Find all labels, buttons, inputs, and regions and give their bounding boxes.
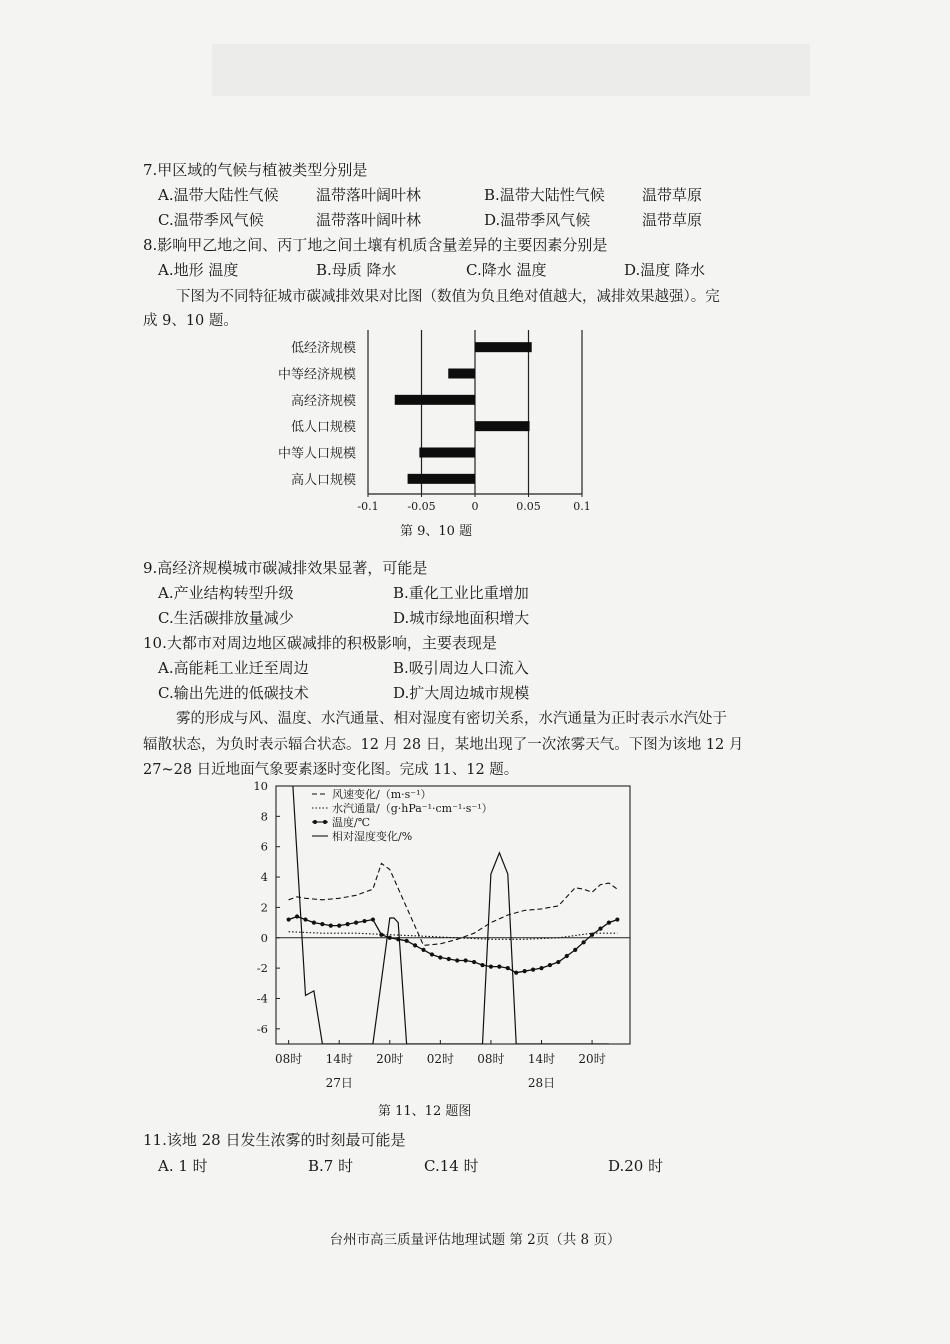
chart2-series-2-point-18 [438,955,442,959]
chart1-bar-1 [448,369,475,379]
q7-option-d: D.温带季风气候 [484,211,591,229]
chart1-bar-5 [408,474,475,484]
chart2-ytick-label-5: 0 [260,930,268,945]
chart2-xtick-label-4: 08时 [477,1052,505,1066]
chart2-xtick-label-1: 14时 [325,1052,353,1066]
chart2-series-2-point-35 [582,940,586,944]
chart2-date-label-0: 27日 [325,1076,353,1090]
intro-11-12-line3: 27~28 日近地面气象要素逐时变化图。完成 11、12 题。 [143,762,519,778]
chart2-xtick-label-6: 20时 [578,1052,606,1066]
chart2-series-2-point-23 [480,963,484,967]
intro-11-12-line2: 辐散状态，为负时表示辐合状态。12 月 28 日，某地出现了一次浓雾天气。下图为该地 12 月 [143,737,744,753]
q11-option-d: D.20 时 [608,1157,664,1175]
chart2-series-2-point-30 [539,966,543,970]
chart2-series-2-point-37 [598,927,602,931]
question-8-stem: 8.影响甲乙地之间、丙丁地之间土壤有机质含量差异的主要因素分别是 [143,236,608,254]
chart2-series-2-point-28 [523,969,527,973]
chart2-series-2-point-10 [371,917,375,921]
chart2-series-2-point-4 [320,922,324,926]
chart1-xtick-label-1: -0.05 [407,500,436,513]
chart2-series-2-point-7 [346,922,350,926]
q9-option-d: D.城市绿地面积增大 [393,609,530,627]
chart2-series-2-point-25 [497,965,501,969]
chart2-series-2-point-6 [337,924,341,928]
chart2-ytick-label-3: 4 [260,870,268,885]
question-10-stem: 10.大都市对周边地区碳减排的积极影响，主要表现是 [143,634,497,652]
intro-9-10-line2: 成 9、10 题。 [143,313,238,329]
chart2-series-2-point-34 [573,948,577,952]
chart2-series-2-point-32 [556,960,560,964]
chart2-series-2-point-5 [329,924,333,928]
chart2-ytick-label-4: 2 [260,900,268,915]
chart2-legend-label-1: 水汽通量/（g·hPa⁻¹·cm⁻¹·s⁻¹） [332,802,493,815]
chart1-category-label-0: 低经济规模 [290,341,356,357]
chart1-bar-3 [475,421,530,431]
chart2-series-2-point-9 [362,919,366,923]
chart2-ytick-label-7: -4 [256,991,268,1006]
q8-option-c: C.降水 温度 [466,261,547,279]
chart1-category-label-3: 低人口规模 [290,420,356,436]
page-footer: 台州市高三质量评估地理试题 第 2页（共 8 页） [329,1232,621,1248]
q8-option-a: A.地形 温度 [158,261,239,279]
intro-9-10-line1: 下图为不同特征城市碳减排效果对比图（数值为负且绝对值越大，减排效果越强）。完 [176,289,720,305]
chart2-legend-marker-2-a [313,820,317,824]
chart2-series-2-point-8 [354,920,358,924]
q10-option-d: D.扩大周边城市规模 [393,684,530,702]
chart2-series-2-point-27 [514,971,518,975]
chart2-series-2-point-21 [464,958,468,962]
chart2-series-2-point-16 [421,948,425,952]
chart1-category-label-1: 中等经济规模 [277,367,356,383]
chart2-series-2-point-24 [489,965,493,969]
chart2-series-2-point-14 [405,939,409,943]
chart1-xtick-label-4: 0.1 [573,500,591,513]
question-7-stem: 7.甲区域的气候与植被类型分别是 [143,161,368,179]
q7-option-c-veg: 温带落叶阔叶林 [316,211,422,229]
q10-option-a: A.高能耗工业迁至周边 [158,659,309,677]
chart2-xtick-label-3: 02时 [426,1052,454,1066]
q10-option-c: C.输出先进的低碳技术 [158,684,309,702]
q7-option-d-veg: 温带草原 [642,211,703,229]
chart2-series-2-point-19 [447,957,451,961]
q7-option-a: A.温带大陆性气候 [158,186,279,204]
chart1-bar-4 [419,448,475,458]
q9-option-b: B.重化工业比重增加 [393,584,529,602]
chart2-series-2-point-22 [472,960,476,964]
chart2-ytick-label-6: -2 [256,961,268,976]
chart1-xtick-label-2: 0 [471,500,479,513]
chart2-legend-label-0: 风速变化/（m·s⁻¹） [332,788,432,801]
chart2-xtick-label-5: 14时 [527,1052,556,1066]
question-9-stem: 9.高经济规模城市碳减排效果显著，可能是 [143,559,428,577]
q7-option-a-veg: 温带落叶阔叶林 [316,186,422,204]
chart2-xtick-label-0: 08时 [275,1052,303,1066]
chart1-xtick-label-0: -0.1 [357,500,379,513]
chart2-series-2-point-11 [379,933,383,937]
chart1-category-label-2: 高经济规模 [290,393,356,409]
chart2-series-2-point-26 [506,966,510,970]
chart2-series-2-point-12 [388,936,392,940]
chart2-series-2-point-3 [312,920,316,924]
q8-option-b: B.母质 降水 [316,261,397,279]
chart2-series-2-point-20 [455,958,459,962]
q7-option-b-veg: 温带草原 [642,186,703,204]
chart2-legend-label-2: 温度/℃ [332,816,371,829]
intro-11-12-line1: 雾的形成与风、温度、水汽通量、相对湿度有密切关系，水汽通量为正时表示水汽处于 [176,711,727,727]
chart2-ytick-label-8: -6 [256,1021,268,1036]
header-band [212,44,810,96]
chart2-ytick-label-1: 8 [260,809,268,824]
chart1-caption: 第 9、10 题 [400,524,473,539]
chart2-legend-marker-2-b [323,820,327,824]
chart1-category-label-5: 高人口规模 [290,472,356,488]
q7-option-c: C.温带季风气候 [158,211,264,229]
chart2-ytick-label-2: 6 [260,839,268,854]
chart1-bar-2 [395,395,475,405]
chart1-category-label-4: 中等人口规模 [277,446,356,462]
q9-option-a: A.产业结构转型升级 [158,584,294,602]
chart1-bar-0 [475,342,532,352]
chart2-caption: 第 11、12 题图 [378,1104,472,1119]
chart2-series-2-point-38 [607,920,611,924]
chart2-legend-label-3: 相对湿度变化/% [332,830,413,843]
q10-option-b: B.吸引周边人口流入 [393,659,529,677]
chart2-ytick-label-0: 10 [253,779,268,793]
chart2-series-2-point-33 [565,954,569,958]
carbon-reduction-bar-chart [260,326,600,518]
chart2-date-label-1: 28日 [527,1076,556,1090]
q11-option-c: C.14 时 [424,1157,479,1175]
weather-elements-line-chart [240,776,640,1094]
chart2-series-2-point-2 [303,917,307,921]
chart1-xtick-label-3: 0.05 [516,500,541,513]
chart2-series-2-point-29 [531,968,535,972]
q9-option-c: C.生活碳排放量减少 [158,609,294,627]
q7-option-b: B.温带大陆性气候 [484,186,605,204]
q11-option-b: B.7 时 [308,1157,354,1175]
chart2-series-2-point-31 [548,963,552,967]
chart2-series-2-point-17 [430,952,434,956]
chart2-series-2-point-15 [413,943,417,947]
q11-option-a: A. 1 时 [158,1157,208,1175]
chart2-series-2-point-1 [295,914,299,918]
chart2-series-2-point-36 [590,933,594,937]
chart2-frame [276,786,630,1044]
chart2-xtick-label-2: 20时 [376,1052,404,1066]
chart2-series-2-point-39 [615,917,619,921]
chart2-series-2-point-0 [287,917,291,921]
question-11-stem: 11.该地 28 日发生浓雾的时刻最可能是 [143,1131,406,1149]
q8-option-d: D.温度 降水 [624,261,706,279]
